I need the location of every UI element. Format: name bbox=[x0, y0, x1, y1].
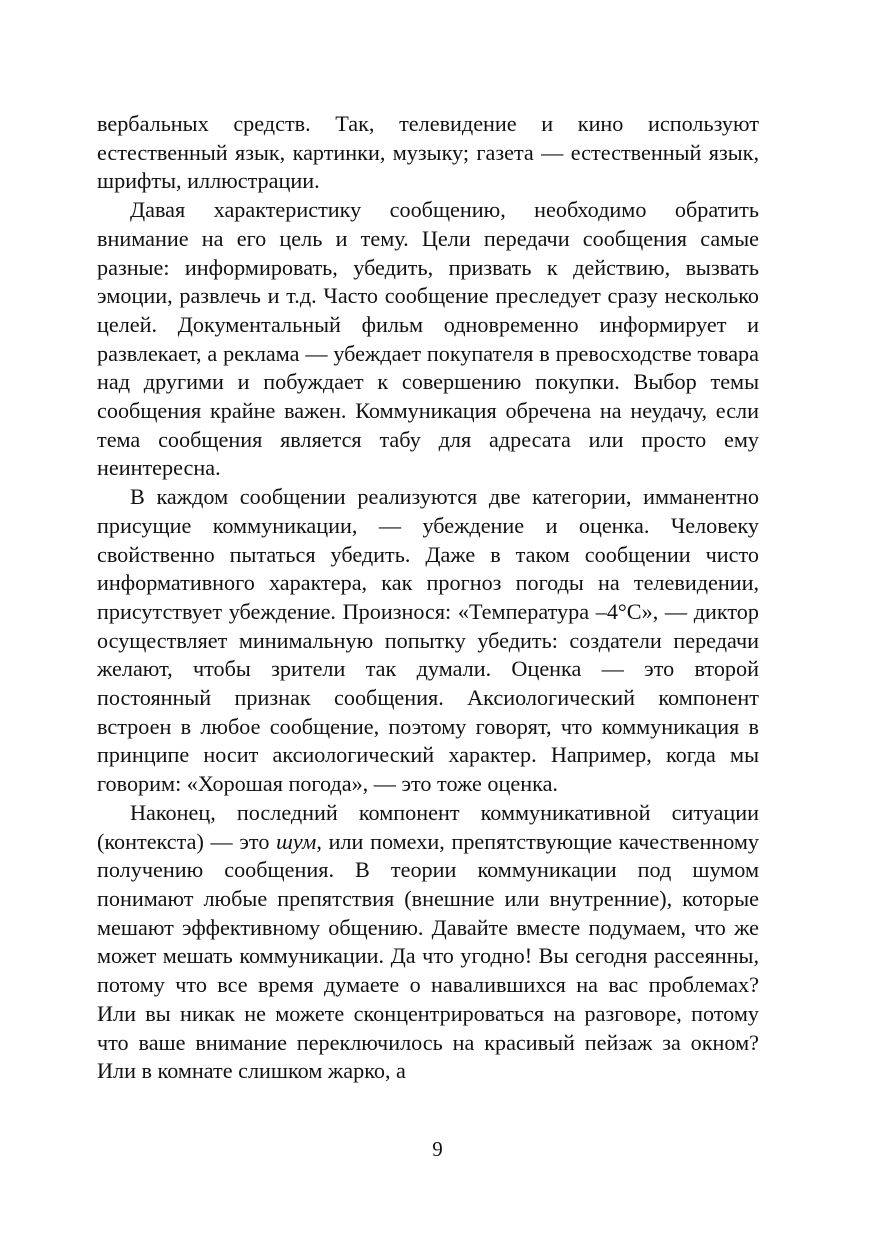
paragraph-2 bbox=[97, 196, 759, 483]
paragraph-1-text: вербальных средств. Так, телевидение и кино используют естественный язык, картинки, музыку; газета — естественный язык, шрифты, иллюстрации. bbox=[97, 111, 759, 194]
paragraph-4 bbox=[97, 799, 759, 1086]
paragraph-3 bbox=[97, 483, 759, 799]
paragraph-4-italic-term: шум bbox=[276, 828, 317, 854]
page-number: 9 bbox=[432, 1137, 443, 1161]
paragraph-2-text: Давая характеристику сообщению, необходимо обратить внимание на его цель и тему. Цели передачи сообщения самые разные: информировать, убедить, призвать к действию, вызвать эмоции, развлечь и т.д. Часто сообщение преследует сразу несколько целей. Документальный фильм одновременно информирует и развлекает, а реклама — убеждает покупателя в превосходстве товара над другими и побуждает к совершению покупки. Выбор темы сообщения крайне важен. Коммуникация обречена на неудачу, если тема сообщения является табу для адресата или просто ему неинтересна. bbox=[97, 197, 759, 481]
paragraph-4-text-end: , или помехи, препятствующие качественному получению сообщения. В теории коммуникации под шумом понимают любые препятствия (внешние или внутренние), которые мешают эффективному общению. Давайте вместе подумаем, что же может мешать коммуникации. Да что угодно! Вы сегодня рассеянны, потому что все время думаете о навалившихся на вас проблемах? Или вы никак не можете сконцентрироваться на разговоре, потому что ваше внимание переключилось на красивый пейзаж за окном? Или в комнате слишком жарко, а bbox=[97, 828, 759, 1084]
paragraph-1 bbox=[97, 110, 759, 196]
paragraph-3-text: В каждом сообщении реализуются две категории, имманентно присущие коммуникации, — убеждение и оценка. Человеку свойственно пытаться убедить. Даже в таком сообщении чисто информативного характера, как прогноз погоды на телевидении, присутствует убеждение. Произнося: «Температура –4°С», — диктор осуществляет минимальную попытку убедить: создатели передачи желают, чтобы зрители так думали. Оценка — это второй постоянный признак сообщения. Аксиологический компонент встроен в любое сообщение, поэтому говорят, что коммуникация в принципе носит аксиологический характер. Например, когда мы говорим: «Хорошая погода», — это тоже оценка. bbox=[97, 484, 759, 797]
paragraph-4-text-start: Наконец, последний компонент коммуникативной ситуации (контекста) — это bbox=[97, 799, 759, 854]
page-body bbox=[97, 110, 759, 1086]
